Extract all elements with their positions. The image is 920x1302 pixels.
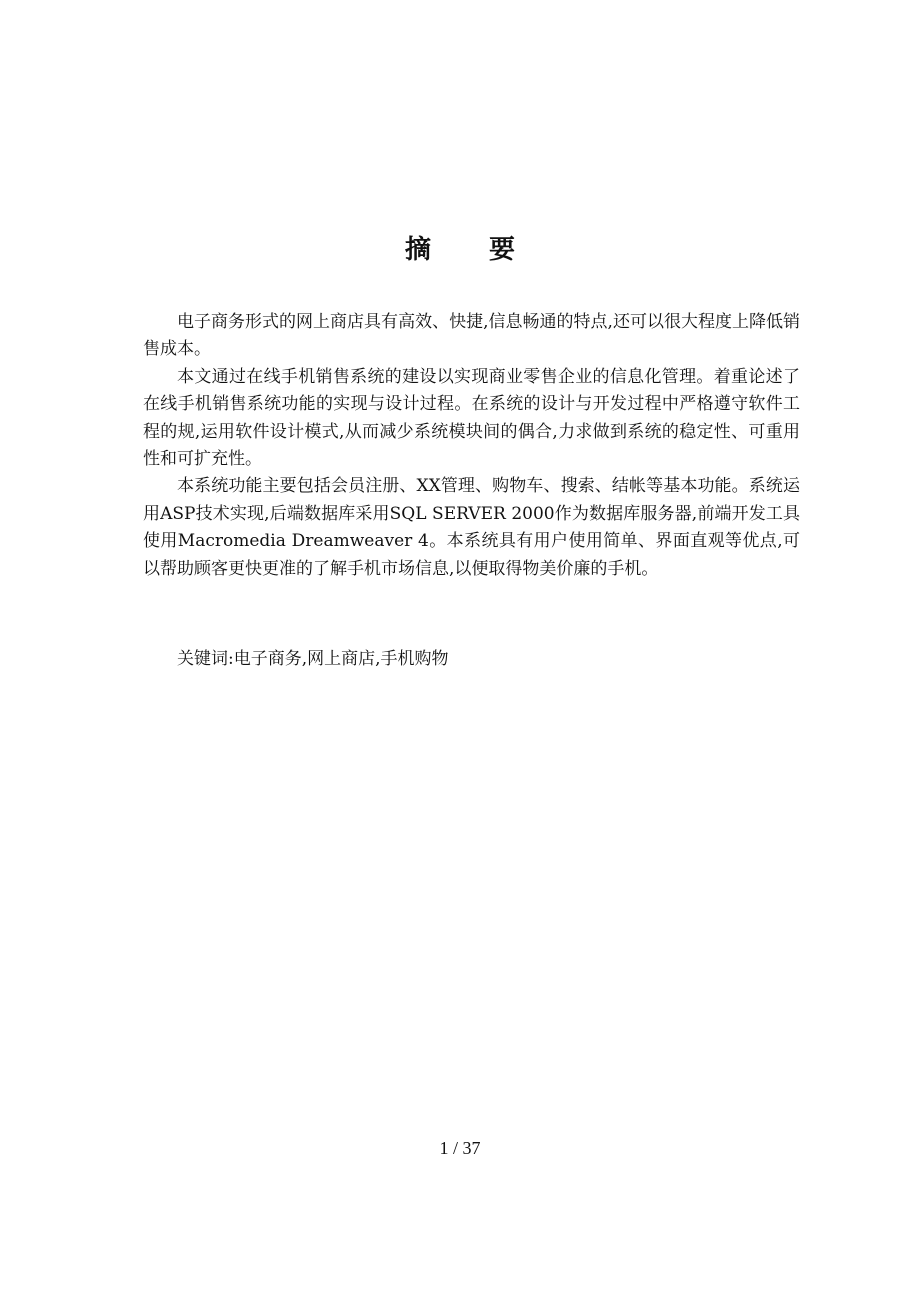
page-number: 1 / 37 (439, 1138, 481, 1158)
keywords-line: 关键词:电子商务,网上商店,手机购物 (177, 649, 449, 669)
abstract-title: 摘要 (404, 235, 573, 265)
paragraph-features: 本系统功能主要包括会员注册、XX管理、购物车、搜索、结帐等基本功能。系统运用ASP技术实现,后端数据库采用SQL SERVER 2000作为数据库服务器,前端开发工具使用Macromedia Dreamweaver 4。本系统具有用户使用简单、界面直观等优点,可以帮助顾客更快更准的了解手机市场信息,以便取得物美价廉的手机。 (143, 476, 800, 579)
paragraph-intro: 电子商务形式的网上商店具有高效、快捷,信息畅通的特点,还可以很大程度上降低销售成本。 (143, 312, 800, 360)
paragraph-overview: 本文通过在线手机销售系统的建设以实现商业零售企业的信息化管理。着重论述了在线手机销售系统功能的实现与设计过程。在系统的设计与开发过程中严格遵守软件工程的规,运用软件设计模式,从而减少系统模块间的偶合,力求做到系统的稳定性、可重用性和可扩充性。 (143, 366, 800, 470)
abstract-body (143, 309, 800, 583)
